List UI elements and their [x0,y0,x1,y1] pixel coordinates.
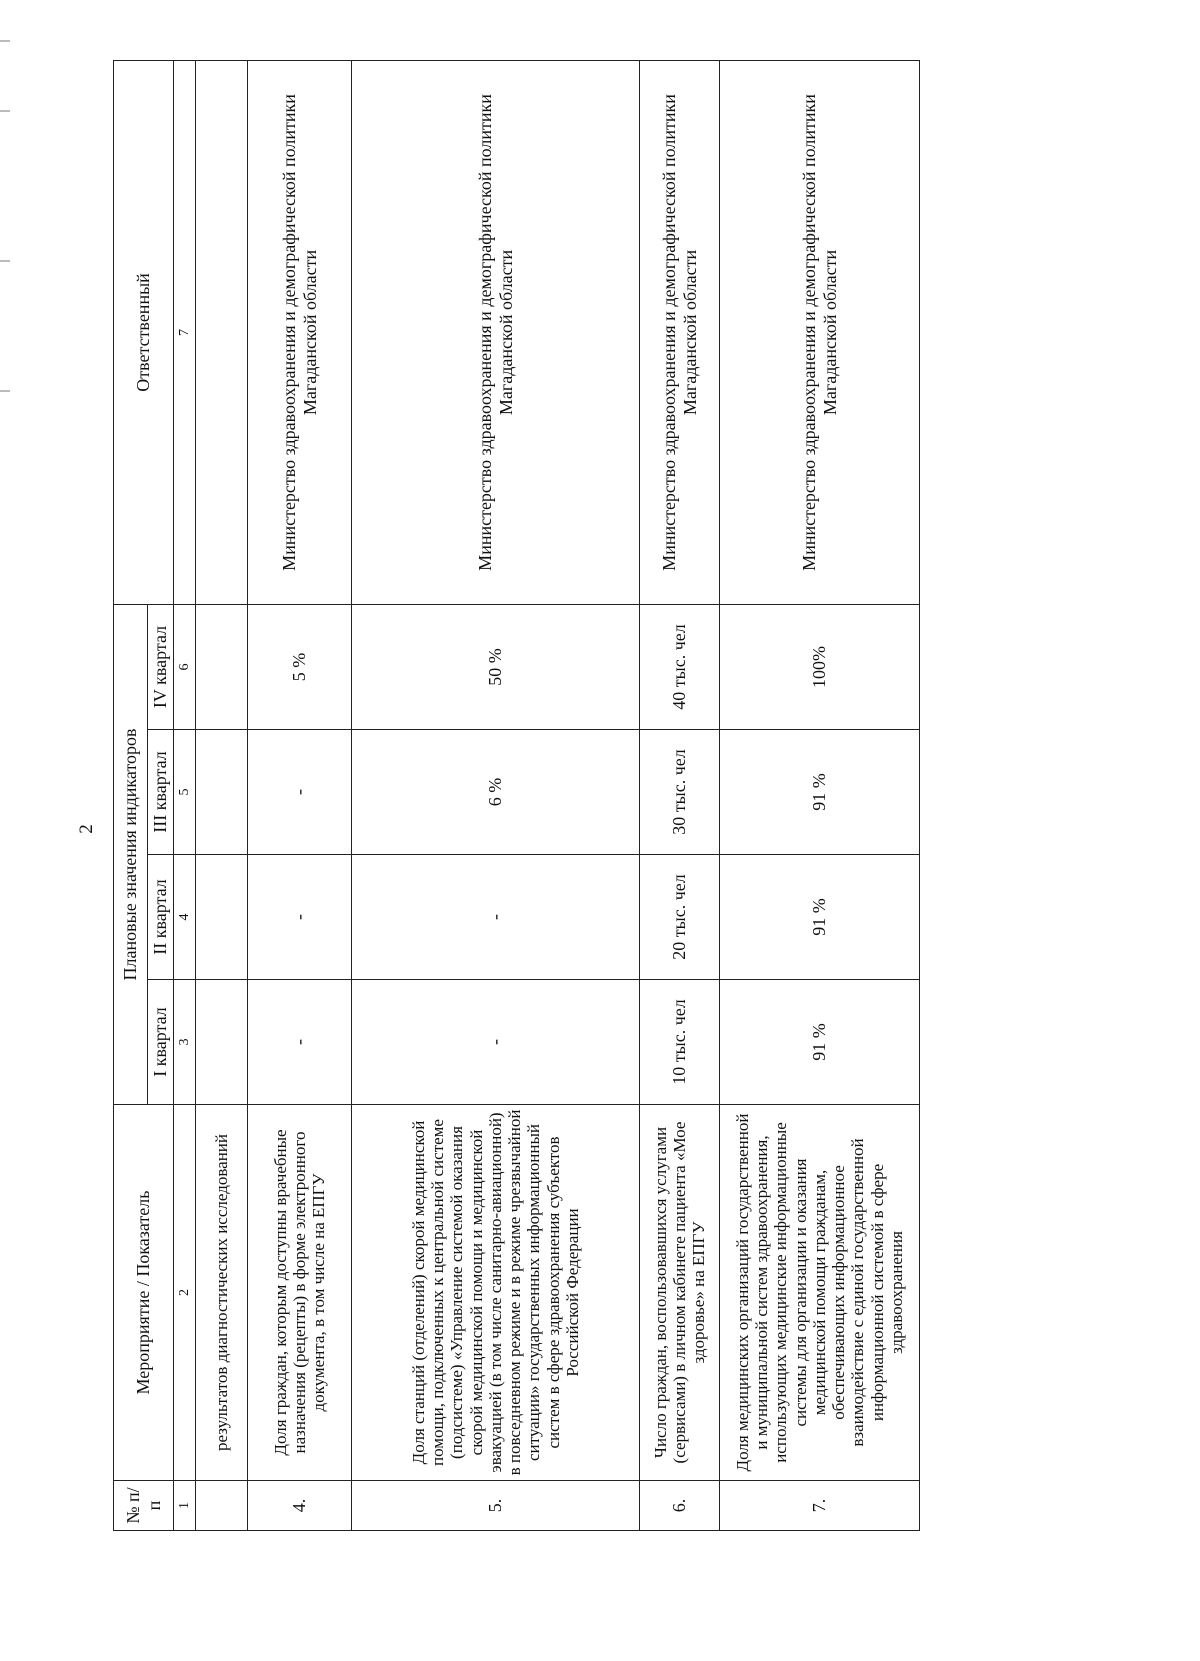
column-index: 6 [174,604,196,729]
header-q3: III квартал [148,730,174,855]
table-row [196,60,248,1530]
row-q1: 10 тыс. чел [640,980,720,1105]
row-q3: 6 % [352,730,640,855]
header-q1: I квартал [148,980,174,1105]
scan-edge-mark [0,260,10,262]
row-responsible: Министерство здравоохранения и демографической политики Магаданской области [352,60,640,604]
row-q2: 20 тыс. чел [640,855,720,980]
column-index: 7 [174,60,196,604]
table-row [248,60,352,1530]
row-q4 [196,604,248,729]
row-q4: 100% [720,604,920,729]
row-q4: 50 % [352,604,640,729]
row-indicator: Число граждан, воспользовавшихся услугами (сервисами) в личном кабинете пациента «Мое здоровье» на ЕПГУ [640,1105,720,1481]
row-indicator: результатов диагностических исследований [196,1105,248,1481]
row-q2: - [352,855,640,980]
header-planned: Плановые значения индикаторов [114,604,148,1104]
scan-edge-mark [0,40,10,42]
row-num: 4. [248,1481,352,1531]
page-number: 2 [76,824,97,834]
row-responsible: Министерство здравоохранения и демографической политики Магаданской области [640,60,720,604]
header-q4: IV квартал [148,604,174,729]
header-q2: II квартал [148,855,174,980]
row-q3: - [248,730,352,855]
row-num [196,1481,248,1531]
row-responsible: Министерство здравоохранения и демографической политики Магаданской области [720,60,920,604]
scan-edge-mark [0,110,10,112]
row-indicator: Доля станций (отделений) скорой медицинской помощи, подключенных к центральной системе (подсистеме) «Управление системой оказания скорой медицинской помощи и медицинской эвакуацией (в том числе санитарно-авиационной) в повседневном режиме и в режиме чрезвычайной ситуации» государственных информационный систем в сфере здравоохранения субъектов Российской Федерации [352,1105,640,1481]
table-row [640,60,720,1530]
scan-edge-mark [0,390,10,392]
column-index: 1 [174,1481,196,1531]
row-q3 [196,730,248,855]
row-q1 [196,980,248,1105]
row-num: 5. [352,1481,640,1531]
column-index: 4 [174,855,196,980]
column-index: 5 [174,730,196,855]
row-indicator: Доля медицинских организаций государственной и муниципальной систем здравоохранения, использующих медицинские информационные системы для организации и оказания медицинской помощи гражданам, обеспечивающих информационное взаимодействие с единой государственной информационной системой в сфере здравоохранения [720,1105,920,1481]
row-q4: 5 % [248,604,352,729]
row-num: 7. [720,1481,920,1531]
row-q2: - [248,855,352,980]
header-event: Мероприятие / Показатель [114,1105,174,1481]
row-q3: 91 % [720,730,920,855]
header-responsible: Ответственный [114,60,174,604]
column-index: 2 [174,1105,196,1481]
column-index: 3 [174,980,196,1105]
row-q3: 30 тыс. чел [640,730,720,855]
row-q2 [196,855,248,980]
row-q4: 40 тыс. чел [640,604,720,729]
table-row [720,60,920,1530]
indicators-table [113,60,920,1531]
row-q1: 91 % [720,980,920,1105]
table-row [352,60,640,1530]
header-num: № п/п [114,1481,174,1531]
row-q1: - [248,980,352,1105]
row-num: 6. [640,1481,720,1531]
row-q2: 91 % [720,855,920,980]
row-responsible: Министерство здравоохранения и демографической политики Магаданской области [248,60,352,604]
row-indicator: Доля граждан, которым доступны врачебные назначения (рецепты) в форме электронного документа, в том числе на ЕПГУ [248,1105,352,1481]
row-q1: - [352,980,640,1105]
rotated-table-container [113,61,906,1531]
row-responsible [196,60,248,604]
